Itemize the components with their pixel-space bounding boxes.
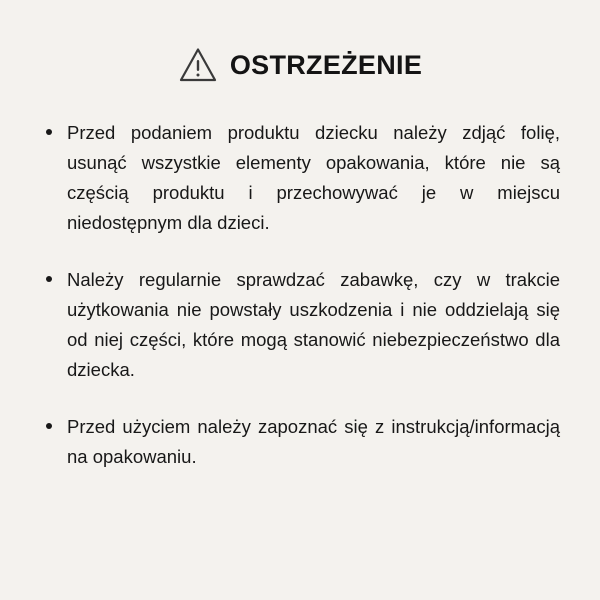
list-item-text: Przed podaniem produktu dziecku należy zdjąć folię, usunąć wszystkie elementy opakowania, które nie są częścią produktu i przechowywać je w miejscu niedostępnym dla dzieci. [67, 122, 560, 233]
list-item [40, 118, 560, 238]
warning-list [40, 118, 560, 472]
warning-header [178, 46, 422, 84]
bullet-dot-icon [46, 276, 52, 282]
list-item-text: Przed użyciem należy zapoznać się z instrukcją/informacją na opakowaniu. [67, 415, 560, 467]
list-item-text: Należy regularnie sprawdzać zabawkę, czy w trakcie użytkowania nie powstały uszkodzenia i nie oddzielają się od niej części, które mogą stanowić niebezpieczeństwo dla dziecka. [67, 268, 560, 380]
warning-triangle-icon [178, 46, 218, 84]
bullet-dot-icon [46, 423, 52, 429]
list-item [40, 412, 560, 472]
warning-title: OSTRZEŻENIE [229, 49, 423, 80]
list-item [40, 265, 560, 385]
bullet-dot-icon [46, 129, 52, 135]
